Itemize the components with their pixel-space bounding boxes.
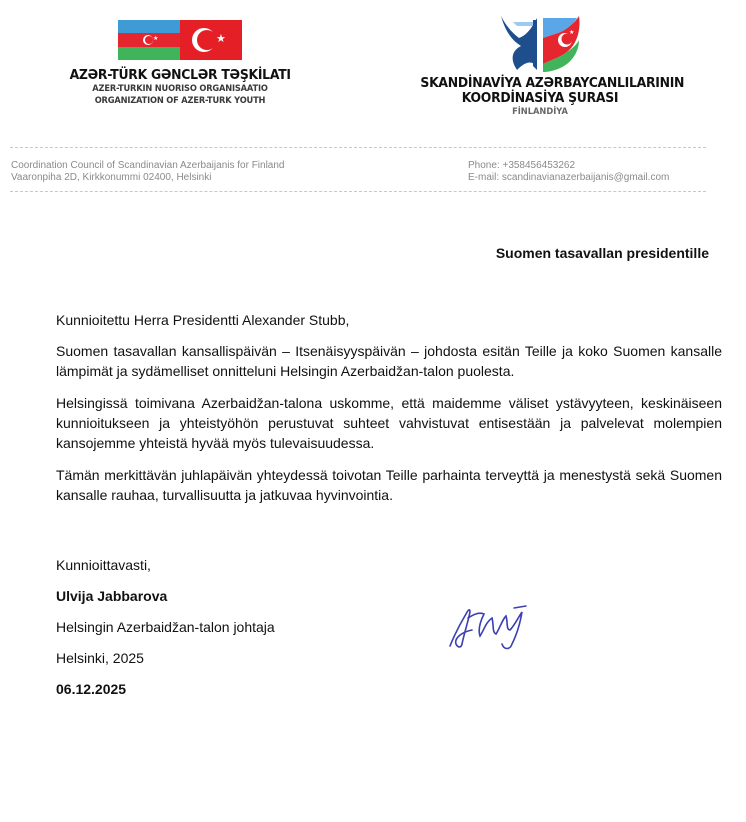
signer-title: Helsingin Azerbaidžan-talon johtaja [56,619,275,635]
contact-organization: Coordination Council of Scandinavian Azerbaijanis for Finland [11,160,285,171]
contact-address-block [11,160,285,184]
letter-date: 06.12.2025 [56,681,127,697]
signer-name: Ulvija Jabbarova [56,588,168,604]
svg-text:★: ★ [569,29,575,36]
paragraph: Tämän merkittävän juhlapäivän yhteydessä toivotan Teille parhainta terveyttä ja menestystä sekä Suomen kansalle rauhaa, turvallisuutta ja jatkuvaa hyvinvointia. [56,467,722,503]
divider-top [10,147,706,148]
council-emblem-icon [495,10,585,76]
contact-phone: Phone: +358456453262 [468,160,576,171]
paragraph: Helsingissä toimivana Azerbaidžan-talona uskomme, että maidemme väliset ystävyyteen, keskinäiseen kunnioitukseen ja yhteistyöhön perustuvat suhteet vahvistuvat entisestään ja palvelevat molempien kansojemme yhteistä hyvää myös tulevaisuudessa. [56,395,722,451]
right-org-subtitle: FİNLANDİYA [512,107,568,117]
contact-info-block [468,160,669,184]
flags [60,20,300,60]
recipient: Suomen tasavallan presidentille [495,245,709,261]
divider-bottom [10,191,706,192]
greeting: Kunnioitettu Herra Presidentti Alexander Stubb, [56,312,350,328]
right-org-title-line2: KOORDİNASİYA ŞURASI [461,90,619,106]
turkey-flag-icon: ★ [180,20,242,60]
contact-address: Vaaronpiha 2D, Kirkkonummi 02400, Helsinki [11,172,212,183]
left-organization-logo [60,20,300,107]
closing-block [56,555,275,710]
right-organization-logo [410,10,685,118]
paragraph: Suomen tasavallan kansallispäivän – Itsenäisyyspäivän – johdosta esitän Teille ja koko Suomen kansalle lämpimät ja sydämelliset onnitteluni Helsingin Azerbaidžan-talon puolesta. [56,343,722,379]
left-org-subtitle-fi: AZER-TURKIN NUORISO ORGANISAATIO [92,84,268,94]
azerbaijan-flag-icon: ★ [118,20,180,60]
left-org-subtitle-en: ORGANIZATION OF AZER-TURK YOUTH [94,96,266,106]
letter-body [56,310,722,517]
closing-salutation: Kunnioittavasti, [56,557,151,573]
right-org-title-line1: SKANDİNAVİYA AZƏRBAYCANLILARININ [420,75,685,91]
handwritten-signature [440,596,540,656]
left-org-title: AZƏR-TÜRK GƏNCLƏR TƏŞKİLATI [69,67,291,83]
contact-email: E-mail: scandinavianazerbaijanis@gmail.com [468,172,670,183]
place-year: Helsinki, 2025 [56,650,144,666]
